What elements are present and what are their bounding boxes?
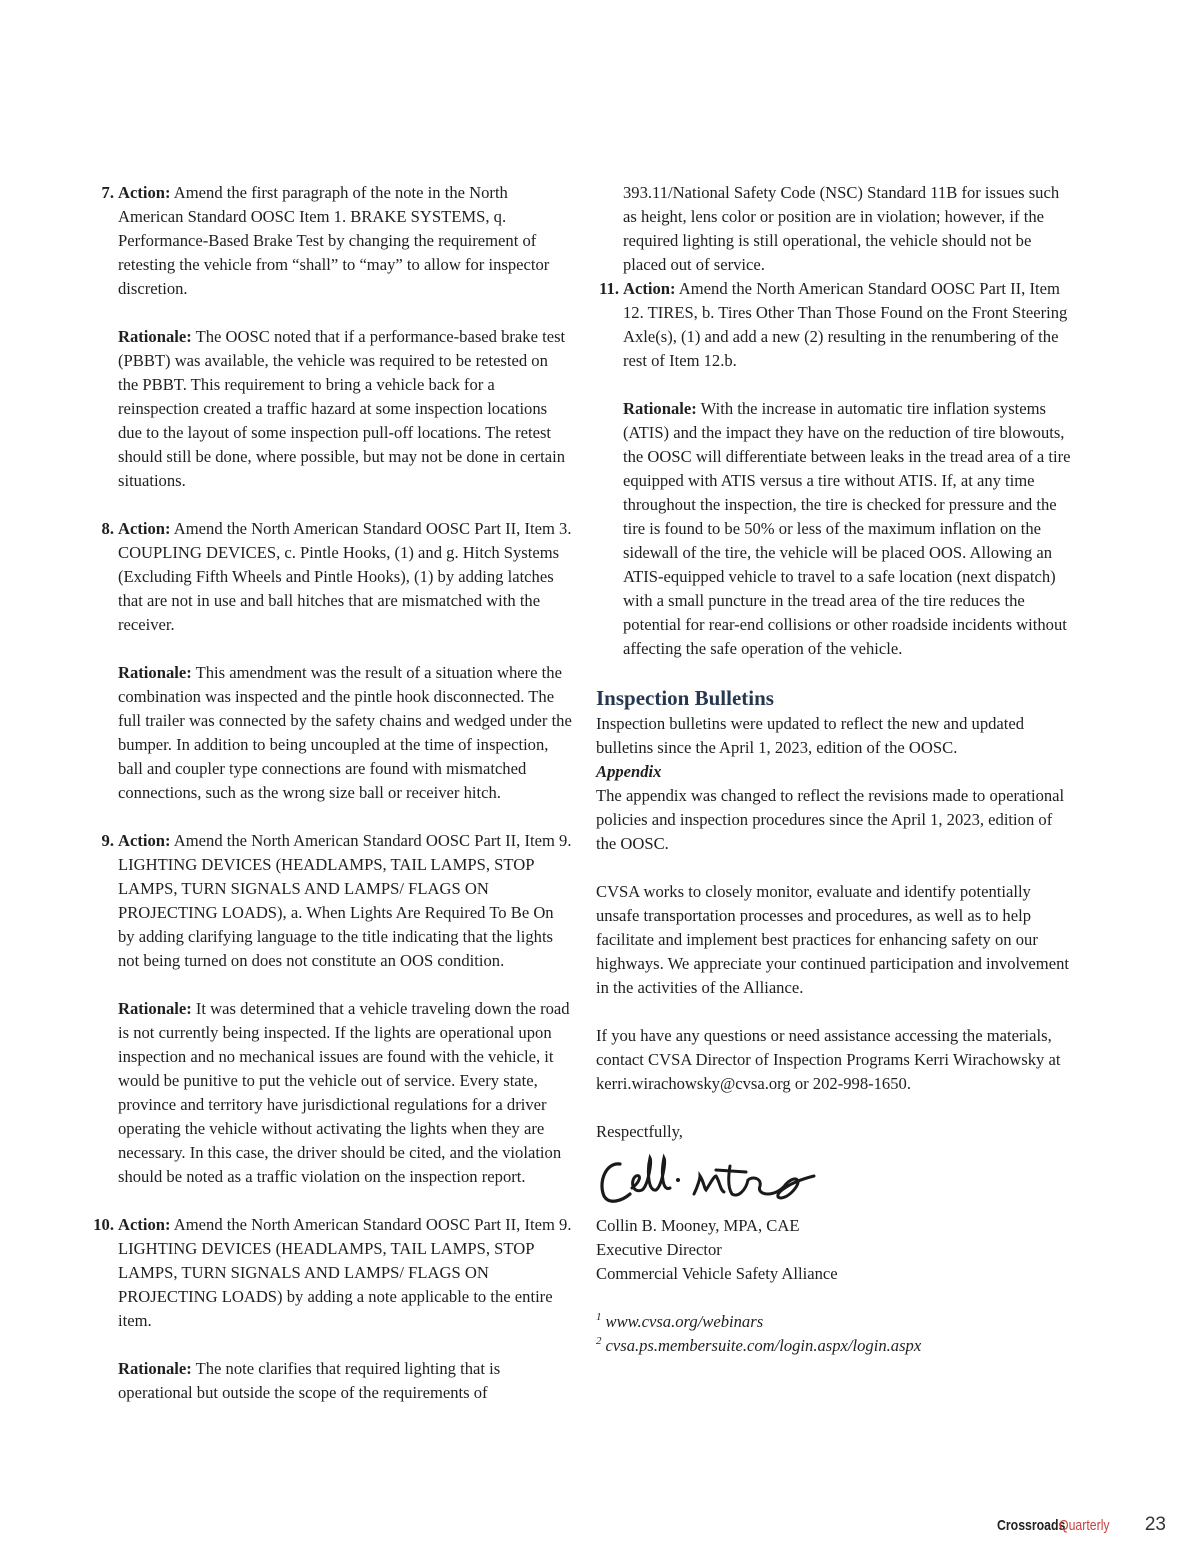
closing-paragraph: CVSA works to closely monitor, evaluate and identify potentially unsafe transportation processes and procedures, as well as to help facilitate and implement best practices for enhancing safety on our highways. We appreciate your continued participation and involvement in the activities of the Alliance. [596,882,1069,997]
action-paragraph [623,277,1076,373]
list-item-8 [88,517,572,805]
action-label: Action: [118,1215,171,1234]
contact-paragraph: If you have any questions or need assistance accessing the materials, contact CVSA Director of Inspection Programs Kerri Wirachowsky at kerri.wirachowsky@cvsa.org or 202-998-1650. [596,1026,1061,1093]
rationale-paragraph [623,397,1076,661]
footnote-link[interactable]: cvsa.ps.membersuite.com/login.aspx/login.aspx [605,1336,922,1355]
footnote-2 [596,1334,1076,1358]
item-10-continued: 393.11/National Safety Code (NSC) Standard 11B for issues such as height, lens color or position are in violation; however, if the required lighting is still operational, the vehicle should not be placed out of service. [623,183,1060,274]
list-item-9 [88,829,572,1189]
action-text: Amend the first paragraph of the note in the North American Standard OOSC Item 1. BRAKE SYSTEMS, q. Performance-Based Brake Test by changing the requirement of retesting the vehicle from “shall” to “may” to allow for inspector discretion. [118,183,550,298]
action-label: Action: [118,831,171,850]
footnote-link[interactable]: www.cvsa.org/webinars [605,1312,764,1331]
list-item-7 [88,181,572,493]
rationale-label: Rationale: [118,663,192,682]
rationale-label: Rationale: [118,1359,192,1378]
action-label: Action: [118,183,171,202]
rationale-label: Rationale: [623,399,697,418]
action-text: Amend the North American Standard OOSC Part II, Item 9. LIGHTING DEVICES (HEADLAMPS, TAIL LAMPS, STOP LAMPS, TURN SIGNALS AND LAMPS/ FLAGS ON PROJECTING LOADS), a. When Lights Are Required To Be On by adding clarifying language to the title indicating that the lights not being turned on does not constitute an OOS condition. [118,831,572,970]
appendix-text: The appendix was changed to reflect the revisions made to operational policies and inspection procedures since the April 1, 2023, edition of the OOSC. [596,786,1065,853]
rationale-paragraph [118,1357,572,1405]
footnote-mark: 1 [596,1311,602,1323]
list-item-11 [596,277,1076,661]
list-item-10 [88,1213,572,1405]
right-column [596,181,1076,1358]
inspection-bulletins-heading: Inspection Bulletins [596,686,774,710]
signoff: Respectfully, [596,1122,683,1141]
signature-image [596,1148,816,1210]
rationale-label: Rationale: [118,327,192,346]
rationale-text: This amendment was the result of a situation where the combination was inspected and the pintle hook disconnected. The full trailer was connected by the safety chains and wedged under the bumper. In addition to being uncoupled at the time of inspection, ball and coupler type connections are found with mismatched connections, such as the wrong size ball or receiver hitch. [118,663,572,802]
left-column [88,181,572,1429]
page-number: 23 [1144,1514,1166,1535]
action-paragraph [118,829,572,973]
publication-name-bold: Crossroads [996,1517,1066,1534]
rationale-label: Rationale: [118,999,192,1018]
rationale-text: With the increase in automatic tire inflation systems (ATIS) and the impact they have on the reduction of tire blowouts, the OOSC will differentiate between leaks in the tread area of a tire equipped with ATIS versus a tire without ATIS. If, at any time throughout the inspection, the tire is checked for pressure and the tire is found to be 50% or less of the maximum inflation on the sidewall of the tire, the vehicle will be placed OOS. Allowing an ATIS-equipped vehicle to travel to a safe location (next dispatch) with a small puncture in the tread area of the tire reduces the potential for rear-end collisions or other roadside incidents without affecting the safe operation of the vehicle. [623,399,1071,658]
appendix-heading: Appendix [596,762,662,781]
action-paragraph [118,181,572,301]
action-paragraph [118,517,572,637]
action-text: Amend the North American Standard OOSC Part II, Item 12. TIRES, b. Tires Other Than Those Found on the Front Steering Axle(s), (1) and add a new (2) resulting in the renumbering of the rest of Item 12.b. [623,279,1068,370]
rationale-paragraph [118,325,572,493]
signer-name: Collin B. Mooney, MPA, CAE [596,1216,800,1235]
action-label: Action: [623,279,676,298]
item-number: 7. [101,183,114,202]
rationale-text: The OOSC noted that if a performance-based brake test (PBBT) was available, the vehicle was required to be retested on the PBBT. This requirement to bring a vehicle back for a reinspection created a traffic hazard at some inspection locations due to the layout of some inspection pull-off locations. The retest should still be done, where possible, but may not be done in certain situations. [118,327,566,490]
rationale-text: The note clarifies that required lighting that is operational but outside the scope of the requirements of [118,1359,501,1402]
rationale-text: It was determined that a vehicle traveling down the road is not currently being inspected. If the lights are operational upon inspection and no mechanical issues are found with the vehicle, it would be punitive to put the vehicle out of service. Every state, province and territory have jurisdictional regulations for a driver operating the vehicle without activating the lights when they are necessary. In this case, the driver should be cited, and the violation should be noted as a traffic violation on the inspection report. [118,999,570,1186]
footnote-1 [596,1310,1076,1334]
rationale-paragraph [118,661,572,805]
item-number: 8. [101,519,114,538]
item-number: 11. [599,279,619,298]
action-text: Amend the North American Standard OOSC Part II, Item 9. LIGHTING DEVICES (HEADLAMPS, TAIL LAMPS, STOP LAMPS, TURN SIGNALS AND LAMPS/ FLAGS ON PROJECTING LOADS) by adding a note applicable to the entire item. [118,1215,572,1330]
action-paragraph [118,1213,572,1333]
action-text: Amend the North American Standard OOSC Part II, Item 3. COUPLING DEVICES, c. Pintle Hooks, (1) and g. Hitch Systems (Excluding Fifth Wheels and Pintle Hooks), (1) by adding latches that are not in use and ball hitches that are mismatched with the receiver. [118,519,572,634]
item-number: 10. [93,1215,114,1234]
action-label: Action: [118,519,171,538]
inspection-bulletins-text: Inspection bulletins were updated to reflect the new and updated bulletins since the April 1, 2023, edition of the OOSC. [596,714,1025,757]
signer-org: Commercial Vehicle Safety Alliance [596,1264,838,1283]
rationale-paragraph [118,997,572,1189]
item-number: 9. [101,831,114,850]
signer-title: Executive Director [596,1240,722,1259]
footnote-mark: 2 [596,1335,602,1347]
publication-name-light: Quarterly [1059,1517,1110,1534]
page-footer [982,1514,1166,1536]
